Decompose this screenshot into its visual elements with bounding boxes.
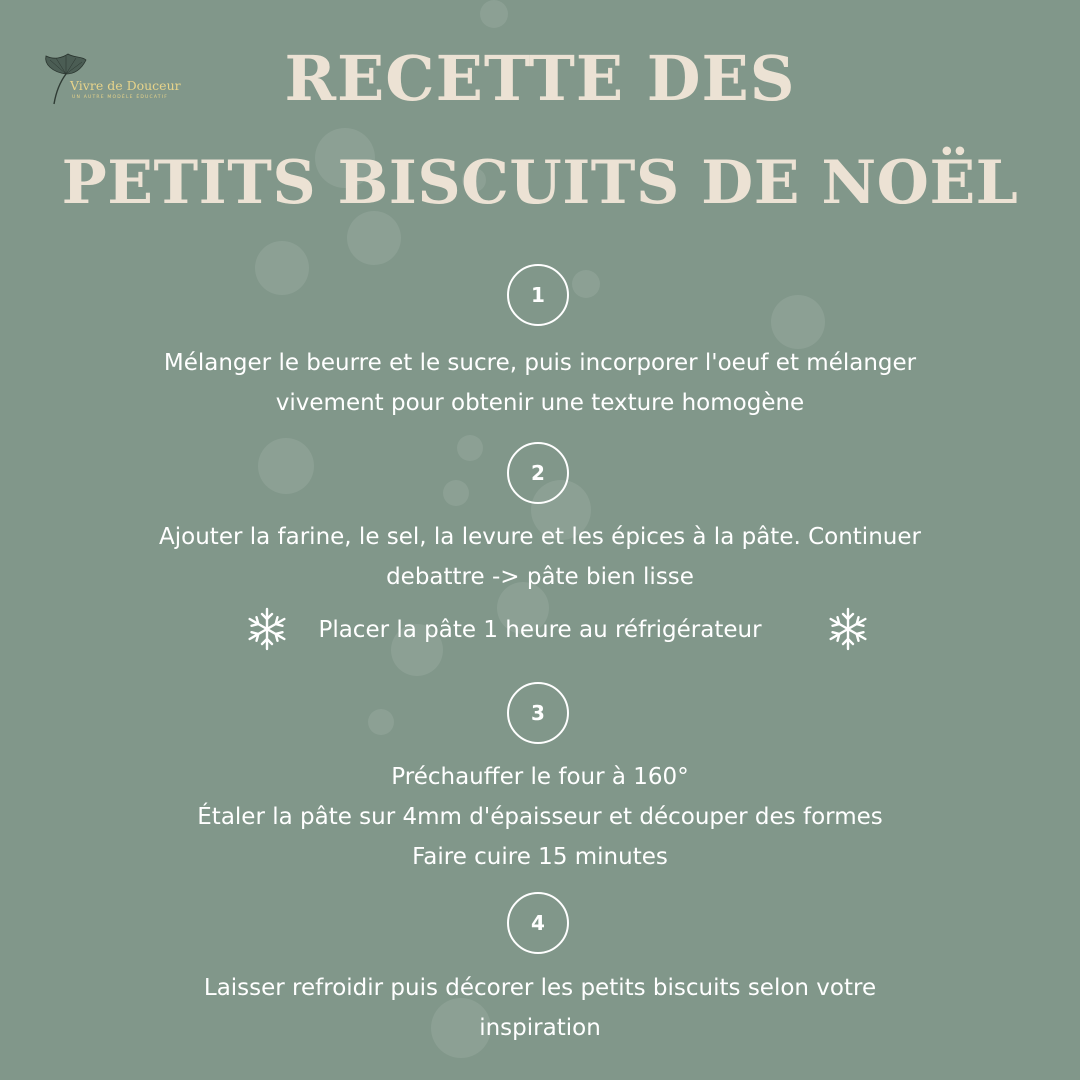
page-title-line-1: RECETTE DES — [284, 42, 796, 115]
refrigerate-note: Placer la pâte 1 heure au réfrigérateur — [318, 617, 762, 643]
step-3-line-3: Faire cuire 15 minutes — [412, 844, 668, 870]
step-1-line-2: vivement pour obtenir une texture homogène — [275, 390, 805, 416]
step-4-number-badge: 4 — [507, 892, 569, 954]
step-1-text — [60, 343, 1020, 423]
step-2-number-badge: 2 — [507, 442, 569, 504]
step-3-line-2: Étaler la pâte sur 4mm d'épaisseur et découper des formes — [197, 804, 883, 830]
step-3-line-1: Préchauffer le four à 160° — [391, 764, 689, 790]
page-title-line-2: PETITS BISCUITS DE NOËL — [61, 148, 1019, 218]
brand-name: Vivre de Douceur — [70, 78, 181, 93]
step-4-line-2: inspiration — [479, 1015, 601, 1041]
step-4-text — [60, 968, 1020, 1048]
step-1-line-1: Mélanger le beurre et le sucre, puis incorporer l'oeuf et mélanger — [163, 350, 917, 376]
step-3-number-badge: 3 — [507, 682, 569, 744]
snowflake-icon — [824, 605, 872, 653]
step-2-line-2: debattre -> pâte bien lisse — [386, 564, 694, 590]
brand-tagline: UN AUTRE MODÈLE ÉDUCATIF — [72, 95, 169, 100]
step-4-line-1: Laisser refroidir puis décorer les petits biscuits selon votre — [203, 975, 877, 1001]
step-2-line-1: Ajouter la farine, le sel, la levure et les épices à la pâte. Continuer — [159, 524, 921, 550]
step-3-text — [60, 757, 1020, 877]
step-2-text — [60, 517, 1020, 597]
step-1-number-badge: 1 — [507, 264, 569, 326]
